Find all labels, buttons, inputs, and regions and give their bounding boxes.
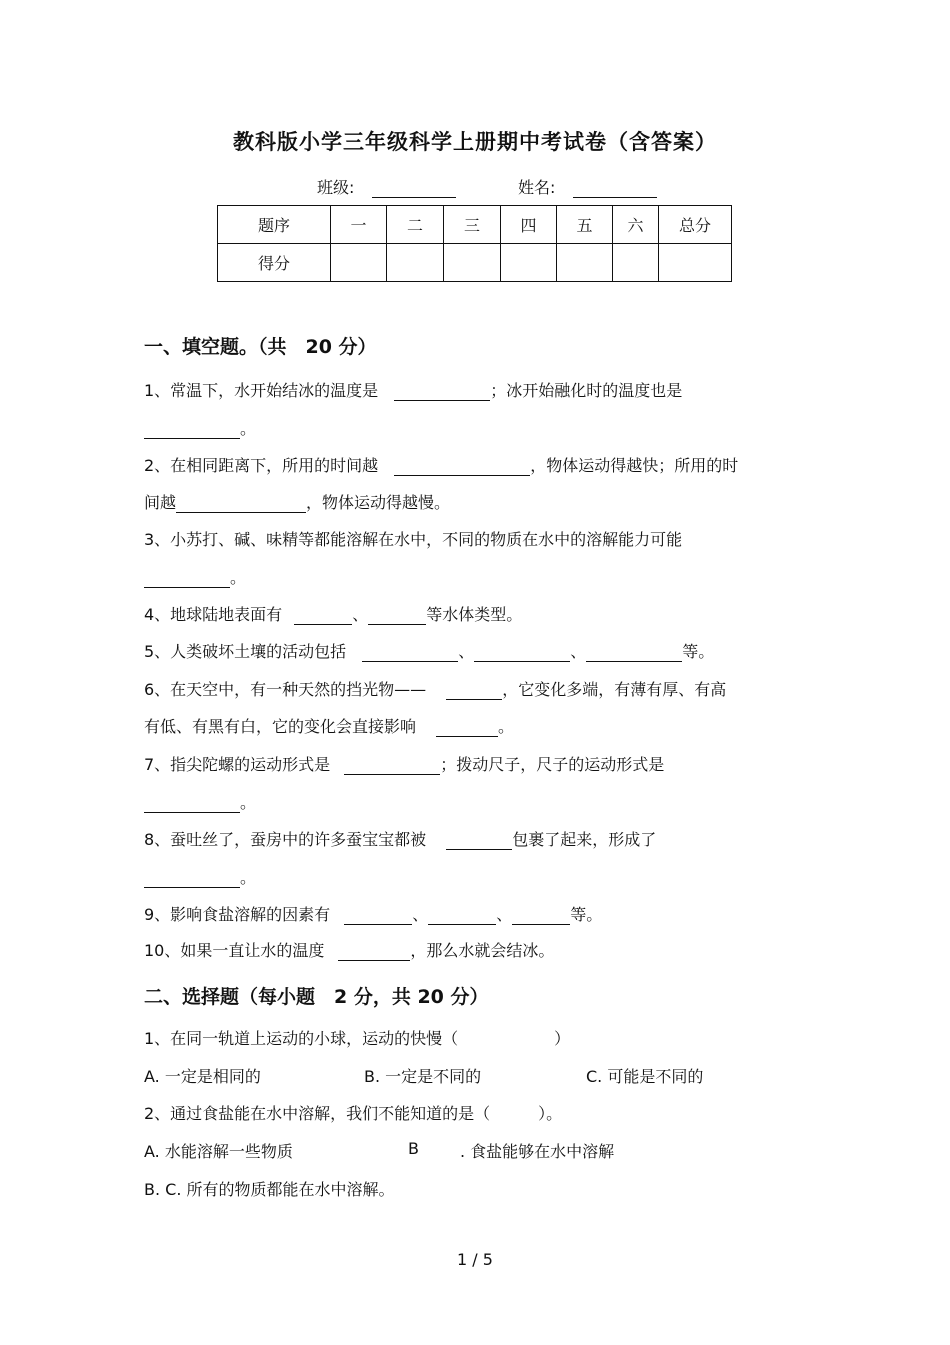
class-field	[317, 175, 456, 198]
question-text: 。	[240, 868, 257, 887]
header-cell: 四	[501, 206, 557, 244]
question-text: 、	[496, 905, 513, 924]
question-3-cont	[144, 565, 246, 588]
question-text: 7、指尖陀螺的运动形式是	[144, 755, 331, 774]
question-text: 8、蚕吐丝了，蚕房中的许多蚕宝宝都被	[144, 830, 427, 849]
question-text: 等。	[682, 642, 715, 661]
choice-question-1: 1、在同一轨道上运动的小球，运动的快慢（ ）	[144, 1029, 571, 1048]
question-3	[144, 527, 682, 550]
option-b-letter[interactable]: B	[408, 1139, 419, 1158]
question-6-cont	[144, 714, 514, 737]
question-text: 、	[458, 642, 475, 661]
score-cell[interactable]	[331, 244, 387, 282]
answer-blank[interactable]	[338, 945, 410, 961]
section2-title: 二、选择题（每小题 2 分，共 20 分）	[144, 986, 489, 1008]
question-text: 、	[412, 905, 429, 924]
answer-blank[interactable]	[144, 572, 230, 588]
score-cell[interactable]	[613, 244, 659, 282]
answer-blank[interactable]	[144, 423, 240, 439]
question-text: 包裹了起来，形成了	[512, 830, 657, 849]
answer-blank[interactable]	[362, 646, 458, 662]
question-text: 等水体类型。	[426, 605, 523, 624]
question-7	[144, 752, 664, 775]
score-table-score-row	[218, 244, 732, 282]
answer-blank[interactable]	[474, 646, 570, 662]
answer-blank[interactable]	[144, 872, 240, 888]
answer-blank[interactable]	[176, 497, 306, 513]
question-10	[144, 938, 554, 961]
page-number: 1 / 5	[457, 1250, 493, 1269]
question-text: 5、人类破坏土壤的活动包括	[144, 642, 347, 661]
question-7-cont	[144, 790, 256, 813]
score-cell[interactable]	[444, 244, 501, 282]
score-table-header-row	[218, 206, 732, 244]
question-2-cont	[144, 490, 450, 513]
score-cell[interactable]	[387, 244, 444, 282]
question-text: 。	[240, 793, 257, 812]
question-2	[144, 453, 738, 476]
question-text: 4、地球陆地表面有	[144, 605, 283, 624]
header-cell: 六	[613, 206, 659, 244]
answer-blank[interactable]	[586, 646, 682, 662]
question-text: ，它变化多端，有薄有厚、有高	[502, 680, 727, 699]
answer-blank[interactable]	[428, 909, 496, 925]
section1-title: 一、填空题。（共 20 分）	[144, 336, 377, 358]
answer-blank[interactable]	[394, 385, 490, 401]
header-cell: 一	[331, 206, 387, 244]
question-text: 、	[570, 642, 587, 661]
option-c[interactable]: C. 可能是不同的	[586, 1067, 704, 1086]
question-text: ，物体运动得越快；所用的时	[530, 456, 739, 475]
question-text: 、	[352, 605, 369, 624]
answer-blank[interactable]	[512, 909, 570, 925]
question-text: 。	[230, 568, 247, 587]
option-a[interactable]: A. 水能溶解一些物质	[144, 1142, 293, 1161]
question-9	[144, 902, 602, 925]
question-6	[144, 677, 726, 700]
answer-blank[interactable]	[394, 460, 530, 476]
question-text: ；冰开始融化时的温度也是	[490, 381, 683, 400]
question-text: 。	[240, 419, 257, 438]
question-text: 1、常温下，水开始结冰的温度是	[144, 381, 379, 400]
choice-question-2: 2、通过食盐能在水中溶解，我们不能知道的是（ ）。	[144, 1104, 563, 1123]
header-cell: 三	[444, 206, 501, 244]
option-b[interactable]: B. 一定是不同的	[364, 1067, 482, 1086]
header-cell: 题序	[218, 206, 331, 244]
name-label: 姓名:	[518, 178, 556, 197]
question-8-cont	[144, 865, 256, 888]
question-text: ，物体运动得越慢。	[306, 493, 451, 512]
question-text: 等。	[570, 905, 603, 924]
question-1	[144, 378, 682, 401]
question-5	[144, 639, 714, 662]
question-text: ；拨动尺子，尺子的运动形式是	[440, 755, 665, 774]
question-text: 3、小苏打、碱、味精等都能溶解在水中，不同的物质在水中的溶解能力可能	[144, 530, 683, 549]
question-text: 。	[498, 717, 515, 736]
question-text: ，那么水就会结冰。	[410, 941, 555, 960]
score-table	[217, 205, 732, 282]
score-cell[interactable]	[501, 244, 557, 282]
score-cell[interactable]	[659, 244, 732, 282]
answer-blank[interactable]	[436, 721, 498, 737]
class-label: 班级:	[317, 178, 355, 197]
answer-blank[interactable]	[446, 834, 512, 850]
score-row-label: 得分	[218, 244, 331, 282]
answer-blank[interactable]	[294, 609, 352, 625]
answer-blank[interactable]	[144, 797, 240, 813]
answer-blank[interactable]	[344, 759, 440, 775]
question-text: 2、在相同距离下，所用的时间越	[144, 456, 379, 475]
question-1-cont	[144, 416, 256, 439]
answer-blank[interactable]	[446, 684, 502, 700]
header-cell: 总分	[659, 206, 732, 244]
header-cell: 五	[557, 206, 613, 244]
question-text: 10、如果一直让水的温度	[144, 941, 325, 960]
score-cell[interactable]	[557, 244, 613, 282]
class-blank[interactable]	[372, 181, 456, 198]
question-text: 6、在天空中，有一种天然的挡光物——	[144, 680, 427, 699]
option-bc[interactable]: B. C. 所有的物质都能在水中溶解。	[144, 1180, 395, 1199]
question-8	[144, 827, 656, 850]
answer-blank[interactable]	[368, 609, 426, 625]
question-text: 间越	[144, 493, 177, 512]
name-blank[interactable]	[573, 181, 657, 198]
header-cell: 二	[387, 206, 444, 244]
name-field	[518, 175, 657, 198]
question-text: 9、影响食盐溶解的因素有	[144, 905, 331, 924]
option-b-text[interactable]: . 食盐能够在水中溶解	[460, 1142, 615, 1161]
question-4	[144, 602, 522, 625]
option-a[interactable]: A. 一定是相同的	[144, 1067, 261, 1086]
question-text: 有低、有黑有白，它的变化会直接影响	[144, 717, 417, 736]
page-title: 教科版小学三年级科学上册期中考试卷（含答案）	[233, 130, 717, 154]
answer-blank[interactable]	[344, 909, 412, 925]
